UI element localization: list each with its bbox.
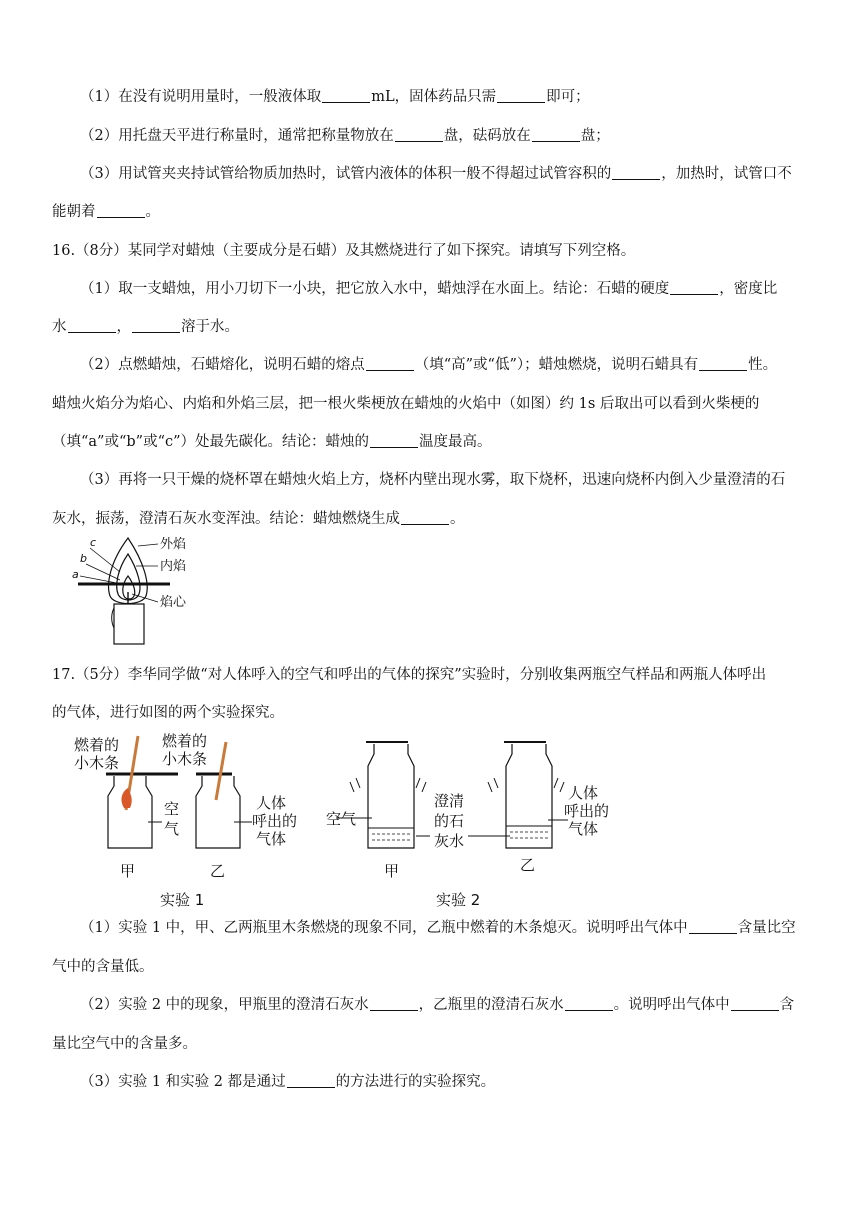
text-segment: （3）实验 1 和实验 2 都是通过 <box>80 1074 286 1090</box>
air-label-1a: 空 <box>164 800 180 818</box>
text-line <box>80 470 785 490</box>
limewater-label-a: 澄清 <box>434 792 465 810</box>
exhaled-label-2b: 呼出的 <box>564 802 610 820</box>
exhaled-label-1c: 气体 <box>256 830 287 848</box>
text-segment: （3）用试管夹夹持试管给物质加热时，试管内液体的体积一般不得超过试管容积的 <box>80 166 612 182</box>
answer-blank[interactable] <box>132 318 180 333</box>
text-segment: 气中的含量低。 <box>52 959 154 975</box>
outer-flame-label: 外焰 <box>160 537 187 552</box>
label-c: c <box>90 536 97 549</box>
text-segment: （填“a”或“b”或“c”）处最先碳化。结论：蜡烛的 <box>52 434 370 450</box>
flame-core-label: 焰心 <box>160 595 187 610</box>
label-b: b <box>80 552 87 565</box>
text-line <box>80 1072 495 1092</box>
text-line <box>80 164 792 184</box>
answer-blank[interactable] <box>401 510 449 525</box>
text-segment: 溶于水。 <box>181 319 239 335</box>
answer-blank[interactable] <box>670 280 718 295</box>
burning-stick-label-2b: 小木条 <box>162 750 208 768</box>
burning-stick-label-1b: 小木条 <box>74 754 120 772</box>
answer-blank[interactable] <box>322 88 370 103</box>
text-segment: 。 <box>450 511 465 527</box>
text-segment: ， <box>116 319 131 335</box>
answer-blank[interactable] <box>370 996 418 1011</box>
text-line <box>80 87 590 107</box>
air-label-2: 空气 <box>326 810 357 828</box>
text-line <box>52 1034 197 1054</box>
exhaled-label-1b: 呼出的 <box>252 812 298 830</box>
exhaled-label-1a: 人体 <box>256 794 287 812</box>
flame-core-icon <box>123 576 135 599</box>
text-segment: 16.（8分）某同学对蜡烛（主要成分是石蜡）及其燃烧进行了如下探究。请填写下列空格。 <box>52 243 636 259</box>
exp1-caption: 实验 1 <box>160 891 205 909</box>
air-label-1b: 气 <box>164 820 180 838</box>
text-segment: （2）实验 2 中的现象，甲瓶里的澄清石灰水 <box>80 997 369 1013</box>
text-line <box>52 509 465 529</box>
text-segment: 即可； <box>546 89 590 105</box>
inner-flame-label: 内焰 <box>160 559 187 574</box>
text-segment: 水 <box>52 319 67 335</box>
jar-yi-2 <box>506 744 552 848</box>
answer-blank[interactable] <box>497 88 545 103</box>
text-segment: 的方法进行的实验探究。 <box>335 1074 496 1090</box>
text-segment: 性。 <box>748 357 778 373</box>
answer-blank[interactable] <box>699 356 747 371</box>
text-segment: 蜡烛火焰分为焰心、内焰和外焰三层，把一根火柴梗放在蜡烛的火焰中（如图）约 1s 后取出可以看到火柴梗的 <box>52 396 760 412</box>
text-segment: （1）实验 1 中，甲、乙两瓶里木条燃烧的现象不同，乙瓶中燃着的木条熄灭。说明呼出气体中 <box>80 920 688 936</box>
answer-blank[interactable] <box>532 127 580 142</box>
answer-blank[interactable] <box>612 165 660 180</box>
text-segment: mL，固体药品只需 <box>371 89 497 105</box>
text-line <box>80 995 794 1015</box>
text-line <box>52 703 284 723</box>
text-segment: （1）在没有说明用量时，一般液体取 <box>80 89 322 105</box>
wood-stick-2 <box>216 742 226 800</box>
jar-yi-2-label: 乙 <box>520 856 536 874</box>
text-line <box>52 317 239 337</box>
text-segment: ，乙瓶里的澄清石灰水 <box>418 997 564 1013</box>
jar-jia-2-label: 甲 <box>384 862 400 880</box>
text-segment: 量比空气中的含量多。 <box>52 1036 197 1052</box>
text-segment: 。说明呼出气体中 <box>613 997 730 1013</box>
text-segment: 灰水，振荡，澄清石灰水变浑浊。结论：蜡烛燃烧生成 <box>52 511 400 527</box>
text-segment: 温度最高。 <box>419 434 492 450</box>
text-segment: （3）再将一只干燥的烧杯罩在蜡烛火焰上方，烧杯内壁出现水雾，取下烧杯，迅速向烧杯内倒入少量澄清的石 <box>80 472 786 488</box>
burning-stick-label-1a: 燃着的 <box>74 736 120 754</box>
exhaled-label-2c: 气体 <box>568 820 599 838</box>
text-segment: 含 <box>779 997 795 1013</box>
text-line <box>80 126 610 146</box>
limewater-label-b: 的石 <box>434 812 465 830</box>
text-segment: ，密度比 <box>719 281 778 297</box>
text-segment: （2）用托盘天平进行称量时，通常把称量物放在 <box>80 128 394 144</box>
text-segment: 含量比空 <box>737 920 796 936</box>
text-line <box>52 665 766 685</box>
text-line <box>80 355 777 375</box>
text-line <box>80 918 796 938</box>
experiment-figure <box>70 730 630 910</box>
jar-yi-1-label: 乙 <box>210 862 226 880</box>
jar-jia-2 <box>368 744 414 848</box>
text-line <box>52 432 492 452</box>
text-line <box>52 241 635 261</box>
text-line <box>52 957 154 977</box>
burning-stick-label-2a: 燃着的 <box>162 732 208 750</box>
answer-blank[interactable] <box>370 433 418 448</box>
text-segment: （2）点燃蜡烛，石蜡熔化，说明石蜡的熔点 <box>80 357 365 373</box>
text-segment: 盘； <box>580 128 610 144</box>
answer-blank[interactable] <box>689 919 737 934</box>
answer-blank[interactable] <box>366 356 414 371</box>
exhaled-label-2a: 人体 <box>568 784 599 802</box>
text-segment: （1）取一支蜡烛，用小刀切下一小块，把它放入水中，蜡烛浮在水面上。结论：石蜡的硬度 <box>80 281 670 297</box>
limewater-label-c: 灰水 <box>434 832 465 850</box>
text-segment: 17.（5分）李华同学做“对人体呼入的空气和呼出的气体的探究”实验时，分别收集两瓶空气样品和两瓶人体呼出 <box>52 667 767 683</box>
answer-blank[interactable] <box>565 996 613 1011</box>
text-line <box>80 279 777 299</box>
text-segment: ，加热时，试管口不 <box>661 166 792 182</box>
text-line <box>52 202 160 222</box>
exp2-caption: 实验 2 <box>436 891 481 909</box>
answer-blank[interactable] <box>287 1073 335 1088</box>
text-segment: 盘，砝码放在 <box>443 128 531 144</box>
text-segment: 能朝着 <box>52 204 96 220</box>
text-segment: 的气体，进行如图的两个实验探究。 <box>52 705 284 721</box>
answer-blank[interactable] <box>395 127 443 142</box>
answer-blank[interactable] <box>97 203 145 218</box>
answer-blank[interactable] <box>731 996 779 1011</box>
answer-blank[interactable] <box>68 318 116 333</box>
label-a: a <box>72 568 79 581</box>
jar-jia-1-label: 甲 <box>120 862 136 880</box>
candle-body <box>114 604 144 644</box>
text-segment: 。 <box>145 204 160 220</box>
candle-flame-figure <box>70 532 200 650</box>
text-line <box>52 394 759 414</box>
text-segment: （填“高”或“低”）；蜡烛燃烧，说明石蜡具有 <box>414 357 699 373</box>
